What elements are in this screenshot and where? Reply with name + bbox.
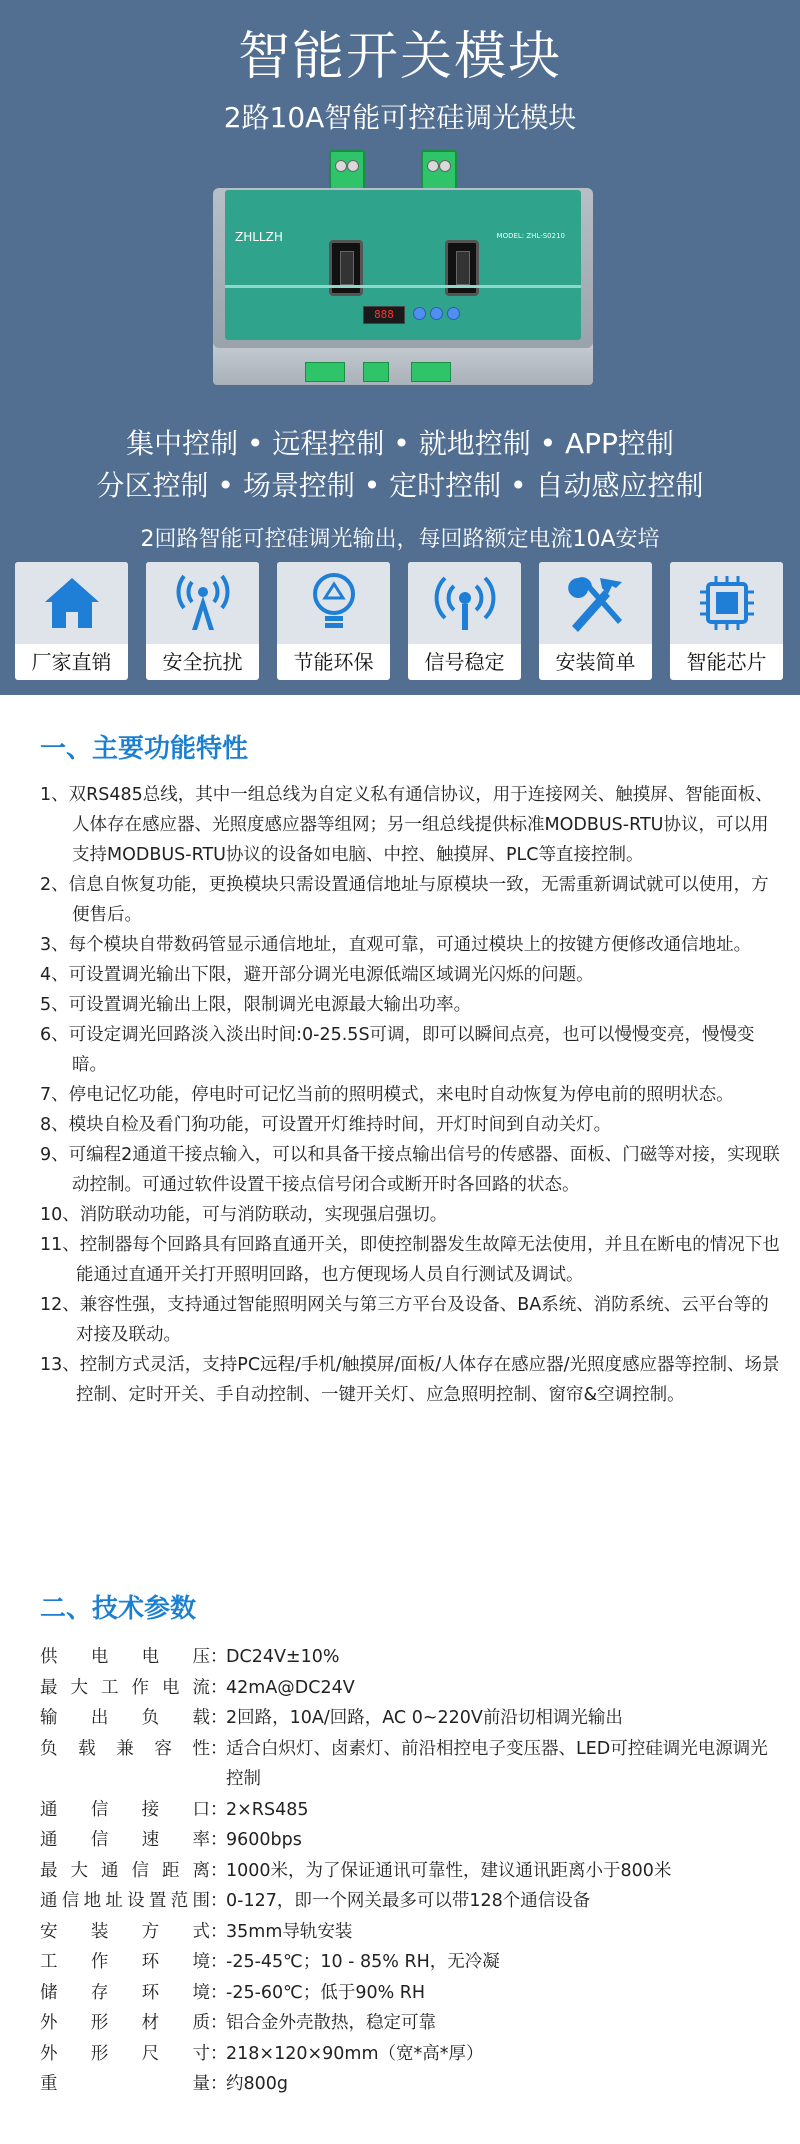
colon: ： xyxy=(210,1952,228,1972)
colon: ： xyxy=(210,2043,228,2064)
bottom-terminal-2 xyxy=(363,362,389,382)
table-row xyxy=(40,1917,785,1948)
colon: ： xyxy=(210,1799,228,1820)
table-row xyxy=(40,2008,785,2039)
terminal-block-left xyxy=(329,150,365,190)
spec-label: 供电电压 xyxy=(40,1647,210,1667)
list-item: 5、可设置调光输出上限，限制调光电源最大输出功率。 xyxy=(40,995,472,1015)
section-title-specs: 二、技术参数 xyxy=(40,1594,197,1624)
feature-list xyxy=(40,780,785,1410)
spec-label: 储存环境 xyxy=(40,1982,210,2003)
spec-value: DC24V±10% xyxy=(226,1647,340,1667)
advantage-label: 信号稳定 xyxy=(424,650,505,674)
advantage-label: 安装简单 xyxy=(555,650,636,674)
panel-button-3 xyxy=(447,307,460,320)
list-item: 2、信息自恢复功能，更换模块只需设置通信地址与原模块一致，无需重新调试就可以使用，方便售后。 xyxy=(40,875,769,925)
product-model: MODEL: ZHL-S0210 xyxy=(496,232,565,240)
list-item: 6、可设定调光回路淡入淡出时间:0-25.5S可调，即可以瞬间点亮，也可以慢慢变亮，慢慢变暗。 xyxy=(40,1025,755,1075)
spec-value: -25-45℃；10 - 85% RH，无冷凝 xyxy=(226,1952,500,1972)
advantage-card-install xyxy=(539,562,652,680)
list-item: 1、双RS485总线，其中一组总线为自定义私有通信协议，用于连接网关、触摸屏、智能面板、人体存在感应器、光照度感应器等组网；另一组总线提供标准MODBUS-RTU协议，可以用支持MODBUS-RTU协议的设备如电脑、中控、触摸屏、PLC等直接控制。 xyxy=(40,785,773,865)
spec-value: 适合白炽灯、卤素灯、前沿相控电子变压器、LED可控硅调光电源调光控制 xyxy=(226,1738,768,1789)
hero-banner xyxy=(0,0,800,695)
spec-value: 铝合金外壳散热，稳定可靠 xyxy=(226,2013,436,2033)
table-row xyxy=(40,1734,785,1795)
spec-label: 通信速率 xyxy=(40,1830,210,1850)
table-row xyxy=(40,2069,785,2100)
list-item: 7、停电记忆功能，停电时可记忆当前的照明模式，来电时自动恢复为停电前的照明状态。 xyxy=(40,1085,734,1105)
advantage-card-factory xyxy=(15,562,128,680)
spec-label: 通信接口 xyxy=(40,1799,210,1820)
spec-value: -25-60℃；低于90% RH xyxy=(226,1982,426,2003)
colon: ： xyxy=(210,2074,228,2094)
spec-label: 外形材质 xyxy=(40,2013,210,2033)
advantage-label: 节能环保 xyxy=(293,650,374,674)
colon: ： xyxy=(210,1860,228,1881)
house-icon xyxy=(41,574,103,632)
colon: ： xyxy=(210,2013,228,2033)
list-item: 4、可设置调光输出下限，避开部分调光电源低端区域调光闪烁的问题。 xyxy=(40,965,594,985)
panel-stripe xyxy=(225,285,581,288)
spec-value: 1000米，为了保证通讯可靠性，建议通讯距离小于800米 xyxy=(226,1860,672,1881)
product-brand: ZHLLZH xyxy=(235,230,283,244)
spec-label: 负载兼容性 xyxy=(40,1738,210,1759)
table-row xyxy=(40,1795,785,1826)
spec-label: 重量 xyxy=(40,2074,210,2094)
spec-value: 0-127，即一个网关最多可以带128个通信设备 xyxy=(226,1891,591,1911)
spec-table xyxy=(40,1642,785,2100)
table-row xyxy=(40,1947,785,1978)
advantage-icons xyxy=(15,562,785,680)
chip-icon xyxy=(696,572,758,634)
table-row xyxy=(40,1642,785,1673)
table-row xyxy=(40,1886,785,1917)
spec-value: 35mm导轨安装 xyxy=(226,1921,353,1942)
table-row xyxy=(40,1673,785,1704)
list-item: 8、模块自检及看门狗功能，可设置开灯维持时间，开灯时间到自动关灯。 xyxy=(40,1115,612,1135)
table-row xyxy=(40,1978,785,2009)
list-item: 3、每个模块自带数码管显示通信地址，直观可靠，可通过模块上的按键方便修改通信地址。 xyxy=(40,935,752,955)
colon: ： xyxy=(210,1708,228,1728)
spec-label: 外形尺寸 xyxy=(40,2043,210,2064)
page-subtitle: 2路10A智能可控硅调光模块 xyxy=(223,101,577,134)
spec-value: 2×RS485 xyxy=(226,1799,309,1820)
colon: ： xyxy=(210,1830,228,1850)
colon: ： xyxy=(210,1982,228,2003)
list-item: 13、控制方式灵活，支持PC远程/手机/触摸屏/面板/人体存在感应器/光照度感应器等控制、场景控制、定时开关、手自动控制、一键开关灯、应急照明控制、窗帘&空调控制。 xyxy=(40,1355,780,1405)
spec-label: 最大工作电流 xyxy=(40,1677,210,1698)
colon: ： xyxy=(210,1647,228,1667)
advantage-label: 厂家直销 xyxy=(31,650,112,674)
bottom-terminal-3 xyxy=(411,362,451,382)
spec-value: 218×120×90mm（宽*高*厚） xyxy=(226,2043,484,2064)
spec-label: 安装方式 xyxy=(40,1921,210,1942)
spec-label: 工作环境 xyxy=(40,1952,210,1972)
eco-bulb-icon xyxy=(309,572,359,634)
feature-line-1: 集中控制 • 远程控制 • 就地控制 • APP控制 xyxy=(126,427,674,460)
colon: ： xyxy=(210,1738,228,1759)
table-row xyxy=(40,1856,785,1887)
rated-current-note: 2回路智能可控硅调光输出，每回路额定电流10A安培 xyxy=(140,527,660,552)
feature-line-2: 分区控制 • 场景控制 • 定时控制 • 自动感应控制 xyxy=(96,469,704,502)
spec-value: 约800g xyxy=(226,2074,289,2094)
antenna-tower-icon xyxy=(172,572,234,634)
product-image xyxy=(213,150,593,385)
bottom-terminal-1 xyxy=(305,362,345,382)
spec-value: 9600bps xyxy=(226,1830,302,1850)
advantage-label: 智能芯片 xyxy=(686,650,767,674)
address-display: 888 xyxy=(363,306,405,324)
signal-icon xyxy=(434,572,496,634)
table-row xyxy=(40,1825,785,1856)
page-title: 智能开关模块 xyxy=(237,27,562,87)
advantage-card-eco xyxy=(277,562,390,680)
advantage-card-safety xyxy=(146,562,259,680)
section-title-features: 一、主要功能特性 xyxy=(40,734,249,764)
panel-button-2 xyxy=(430,307,443,320)
spec-label: 输出负载 xyxy=(40,1708,210,1728)
spec-value: 2回路，10A/回路，AC 0~220V前沿切相调光输出 xyxy=(226,1708,623,1728)
advantage-card-signal xyxy=(408,562,521,680)
table-row xyxy=(40,2039,785,2070)
spec-label: 最大通信距离 xyxy=(40,1860,210,1881)
advantage-card-chip xyxy=(670,562,783,680)
spec-label: 通信地址设置范围 xyxy=(40,1891,210,1911)
colon: ： xyxy=(210,1677,228,1698)
table-row xyxy=(40,1703,785,1734)
colon: ： xyxy=(210,1921,228,1942)
list-item: 11、控制器每个回路具有回路直通开关，即使控制器发生故障无法使用，并且在断电的情况下也能通过直通开关打开照明回路，也方便现场人员自行测试及调试。 xyxy=(40,1235,780,1285)
tools-icon xyxy=(564,572,628,634)
advantage-label: 安全抗扰 xyxy=(162,650,243,674)
spec-value: 42mA@DC24V xyxy=(226,1677,355,1698)
terminal-block-right xyxy=(421,150,457,190)
list-item: 9、可编程2通道干接点输入，可以和具备干接点输出信号的传感器、面板、门磁等对接，实现联动控制。可通过软件设置干接点信号闭合或断开时各回路的状态。 xyxy=(40,1145,780,1195)
list-item: 12、兼容性强，支持通过智能照明网关与第三方平台及设备、BA系统、消防系统、云平台等的对接及联动。 xyxy=(40,1295,769,1345)
list-item: 10、消防联动功能，可与消防联动，实现强启强切。 xyxy=(40,1205,448,1225)
colon: ： xyxy=(210,1891,228,1911)
panel-button-1 xyxy=(413,307,426,320)
